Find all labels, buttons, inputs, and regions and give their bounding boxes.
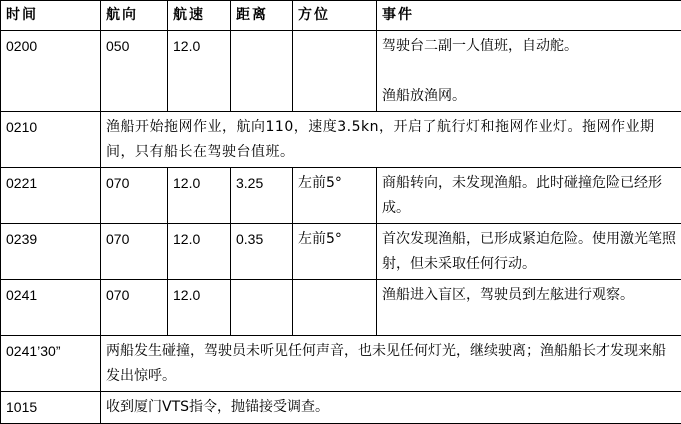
table-row [1,224,681,280]
header-speed: 航速 [168,1,231,31]
table-row [1,280,681,336]
cell-time: 0241’30” [1,336,101,392]
cell-time: 0210 [1,112,101,168]
cell-event: 首次发现渔船，已形成紧迫危险。使用激光笔照射，但未采取任何行动。 [377,224,681,280]
cell-bearing [293,280,377,336]
header-event: 事件 [377,1,681,31]
event-line: 驾驶台二副一人值班，自动舵。 [382,38,578,54]
header-bearing: 方位 [293,1,377,31]
cell-distance [231,280,293,336]
cell-distance: 3.25 [231,168,293,224]
blank-line [382,59,676,84]
cell-bearing [293,31,377,112]
cell-event: 渔船开始拖网作业，航向110，速度3.5kn，开启了航行灯和拖网作业灯。拖网作业期间，只有船长在驾驶台值班。 [101,112,681,168]
cell-distance [231,31,293,112]
cell-time: 0241 [1,280,101,336]
cell-course: 070 [101,168,168,224]
cell-speed: 12.0 [168,280,231,336]
cell-time: 0221 [1,168,101,224]
table-row [1,336,681,392]
table-row [1,31,681,112]
cell-time: 1015 [1,392,101,424]
cell-event: 两船发生碰撞，驾驶员未听见任何声音，也未见任何灯光，继续驶离；渔船船长才发现来船发出惊呼。 [101,336,681,392]
cell-course: 050 [101,31,168,112]
header-row [1,1,681,31]
cell-speed: 12.0 [168,168,231,224]
cell-speed: 12.0 [168,31,231,112]
cell-bearing: 左前5° [293,224,377,280]
table-row [1,392,681,424]
cell-course: 070 [101,280,168,336]
cell-speed: 12.0 [168,224,231,280]
table-row [1,112,681,168]
cell-event: 收到厦门VTS指令，抛锚接受调查。 [101,392,681,424]
header-distance: 距离 [231,1,293,31]
cell-time: 0200 [1,31,101,112]
cell-course: 070 [101,224,168,280]
header-course: 航向 [101,1,168,31]
cell-distance: 0.35 [231,224,293,280]
cell-bearing: 左前5° [293,168,377,224]
cell-event: 渔船进入盲区，驾驶员到左舷进行观察。 [377,280,681,336]
cell-event [377,31,681,112]
table-row [1,168,681,224]
cell-time: 0239 [1,224,101,280]
event-line: 渔船放渔网。 [382,88,466,104]
cell-event: 商船转向，未发现渔船。此时碰撞危险已经形成。 [377,168,681,224]
header-time: 时间 [1,1,101,31]
